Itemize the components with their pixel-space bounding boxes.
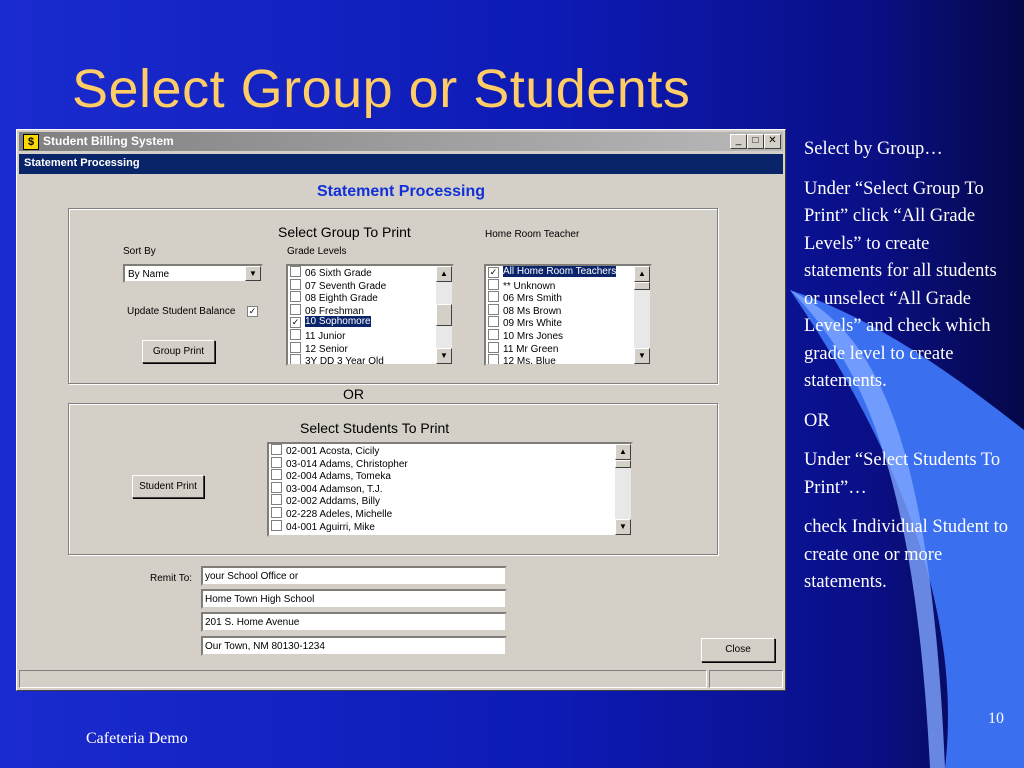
home-room-item-label: 11 Mr Green <box>503 343 559 355</box>
student-item[interactable] <box>271 469 613 482</box>
group-section-title: Select Group To Print <box>278 224 411 240</box>
student-item[interactable] <box>271 494 613 507</box>
slide-title: Select Group or Students <box>72 59 691 119</box>
grade-levels-label: Grade Levels <box>287 246 347 257</box>
grade-level-item-label: 06 Sixth Grade <box>305 268 372 279</box>
remit-line-1-field[interactable] <box>201 566 507 586</box>
home-room-item[interactable] <box>488 279 632 292</box>
checkbox[interactable] <box>488 342 499 353</box>
home-room-item-label: 06 Mrs Smith <box>503 293 562 305</box>
group-print-button[interactable]: Group Print <box>142 340 215 363</box>
student-item-label: 04-001 Aguirri, Mike <box>286 521 375 533</box>
student-item-label: 02-001 Acosta, Cicily <box>286 446 380 457</box>
student-item[interactable] <box>271 482 613 495</box>
student-section <box>68 403 718 555</box>
home-room-item-label: All Home Room Teachers <box>503 266 617 277</box>
home-room-item[interactable] <box>488 304 632 317</box>
scroll-up-icon[interactable]: ▲ <box>634 266 650 282</box>
checkbox[interactable] <box>290 279 301 290</box>
scroll-up-icon[interactable]: ▲ <box>615 444 631 460</box>
home-room-item-label: ** Unknown <box>503 280 556 292</box>
student-item-label: 03-004 Adamson, T.J. <box>286 483 383 495</box>
checkbox[interactable]: ✓ <box>291 317 300 328</box>
app-window <box>16 129 786 691</box>
students-list[interactable] <box>267 442 633 537</box>
home-room-item[interactable] <box>488 354 632 366</box>
group-section <box>68 208 718 384</box>
chevron-down-icon[interactable]: ▼ <box>245 266 261 281</box>
grade-level-item-label: 11 Junior <box>305 330 346 342</box>
or-label: OR <box>343 386 364 402</box>
home-room-list[interactable] <box>484 264 652 366</box>
status-pane-side <box>709 670 783 688</box>
scroll-thumb[interactable] <box>436 304 452 326</box>
slide-footer: Cafeteria Demo <box>86 730 188 747</box>
sort-by-value: By Name <box>128 269 170 280</box>
student-item[interactable] <box>271 507 613 520</box>
checkbox[interactable] <box>290 266 301 277</box>
grade-level-item[interactable] <box>290 342 434 355</box>
checkbox[interactable] <box>290 342 301 353</box>
home-room-item-label: 09 Mrs White <box>503 318 562 330</box>
home-room-item-label: 10 Mrs Jones <box>503 330 564 342</box>
checkbox[interactable] <box>290 354 301 365</box>
home-room-item[interactable] <box>488 342 632 355</box>
sort-by-label: Sort By <box>123 246 156 257</box>
checkbox[interactable]: ✓ <box>489 267 498 277</box>
grade-level-item-label: 12 Senior <box>305 343 348 355</box>
note-paragraph: Select by Group… <box>804 139 943 159</box>
checkbox[interactable] <box>488 291 499 302</box>
remit-to-label: Remit To: <box>150 573 193 584</box>
checkbox[interactable] <box>488 329 499 340</box>
grade-list-scrollbar[interactable] <box>436 266 452 364</box>
close-window-button[interactable]: ✕ <box>764 134 781 149</box>
checkbox[interactable] <box>271 457 282 468</box>
checkbox[interactable] <box>271 507 282 518</box>
grade-level-item[interactable] <box>290 291 434 304</box>
grade-level-item-label: 3Y DD 3 Year Old <box>305 356 384 366</box>
home-room-scrollbar[interactable] <box>634 266 650 364</box>
checkbox[interactable] <box>271 520 282 531</box>
remit-line-4-field[interactable] <box>201 636 507 656</box>
update-balance-label: Update Student Balance <box>127 306 236 317</box>
checkbox[interactable] <box>271 444 282 455</box>
note-paragraph: OR <box>804 410 830 431</box>
note-paragraph: Under “Select Students To Print”… <box>804 450 1001 498</box>
student-item-label: 02-228 Adeles, Michelle <box>286 508 393 520</box>
grade-level-item[interactable] <box>290 329 434 342</box>
update-balance-checkbox[interactable]: ✓ <box>248 306 257 316</box>
status-bar <box>19 670 783 688</box>
grade-level-item[interactable] <box>290 354 434 366</box>
student-item-label: 02-004 Adams, Tomeka <box>286 471 391 483</box>
status-pane-main <box>19 670 707 688</box>
slide-notes <box>804 136 1009 609</box>
students-scrollbar[interactable] <box>615 444 631 535</box>
home-room-item[interactable] <box>488 291 632 304</box>
minimize-button[interactable]: _ <box>730 134 747 149</box>
student-item-label: 03-014 Adams, Christopher <box>286 458 408 470</box>
remit-line-1-value: your School Office or <box>205 571 299 582</box>
remit-line-2-field[interactable] <box>201 589 507 609</box>
home-room-item[interactable] <box>488 266 632 279</box>
scroll-down-icon[interactable]: ▼ <box>436 348 452 364</box>
grade-level-item-label: 08 Eighth Grade <box>305 293 378 305</box>
grade-level-item[interactable] <box>290 304 434 317</box>
remit-line-3-field[interactable] <box>201 612 507 632</box>
remit-line-2-value: Home Town High School <box>205 594 315 605</box>
scroll-down-icon[interactable]: ▼ <box>634 348 650 364</box>
home-room-item-label: 08 Ms Brown <box>503 305 562 317</box>
student-item[interactable] <box>271 444 613 457</box>
home-room-label: Home Room Teacher <box>485 229 580 240</box>
form-heading: Statement Processing <box>316 183 486 200</box>
maximize-button[interactable]: □ <box>747 134 764 149</box>
scroll-down-icon[interactable]: ▼ <box>615 519 631 535</box>
sort-by-combo[interactable] <box>123 264 263 283</box>
checkbox[interactable] <box>290 304 301 315</box>
checkbox[interactable] <box>290 291 301 302</box>
form-title: Statement Processing <box>24 157 140 169</box>
home-room-item-label: 12 Ms. Blue <box>503 356 556 366</box>
note-paragraph: check Individual Student to create one or more statements. <box>804 517 1008 592</box>
grade-levels-list[interactable] <box>286 264 454 366</box>
student-print-button[interactable]: Student Print <box>132 475 204 498</box>
checkbox[interactable] <box>488 354 499 365</box>
checkbox[interactable] <box>488 316 499 327</box>
window-title: Student Billing System <box>43 134 174 148</box>
form-title-bar <box>19 154 783 174</box>
title-bar[interactable] <box>19 132 783 151</box>
grade-level-item-label: 10 Sophomore <box>305 316 371 328</box>
scroll-thumb[interactable] <box>634 282 650 290</box>
student-item[interactable] <box>271 457 613 470</box>
note-paragraph: Under “Select Group To Print” click “All Grade Levels” to create statements for all students or unselect “All Grade Levels” and check which grade level to create statements. <box>804 178 997 391</box>
checkbox[interactable] <box>488 304 499 315</box>
remit-line-4-value: Our Town, NM 80130-1234 <box>205 641 325 652</box>
scroll-thumb[interactable] <box>615 460 631 468</box>
grade-level-item-label: 09 Freshman <box>305 305 364 317</box>
checkbox[interactable] <box>488 279 499 290</box>
grade-level-item[interactable] <box>290 279 434 292</box>
checkbox[interactable] <box>271 469 282 480</box>
close-button[interactable]: Close <box>701 638 775 662</box>
remit-line-3-value: 201 S. Home Avenue <box>205 617 300 628</box>
checkbox[interactable] <box>271 494 282 505</box>
student-section-title: Select Students To Print <box>300 420 450 436</box>
checkbox[interactable] <box>271 482 282 493</box>
grade-level-item[interactable] <box>290 316 434 329</box>
scroll-up-icon[interactable]: ▲ <box>436 266 452 282</box>
checkbox[interactable] <box>290 329 301 340</box>
home-room-item[interactable] <box>488 316 632 329</box>
grade-level-item[interactable] <box>290 266 434 279</box>
student-item[interactable] <box>271 520 613 533</box>
dollar-icon: $ <box>23 134 39 150</box>
page-number: 10 <box>988 710 1004 727</box>
student-item-label: 02-002 Addams, Billy <box>286 496 380 508</box>
home-room-item[interactable] <box>488 329 632 342</box>
grade-level-item-label: 07 Seventh Grade <box>305 280 387 292</box>
